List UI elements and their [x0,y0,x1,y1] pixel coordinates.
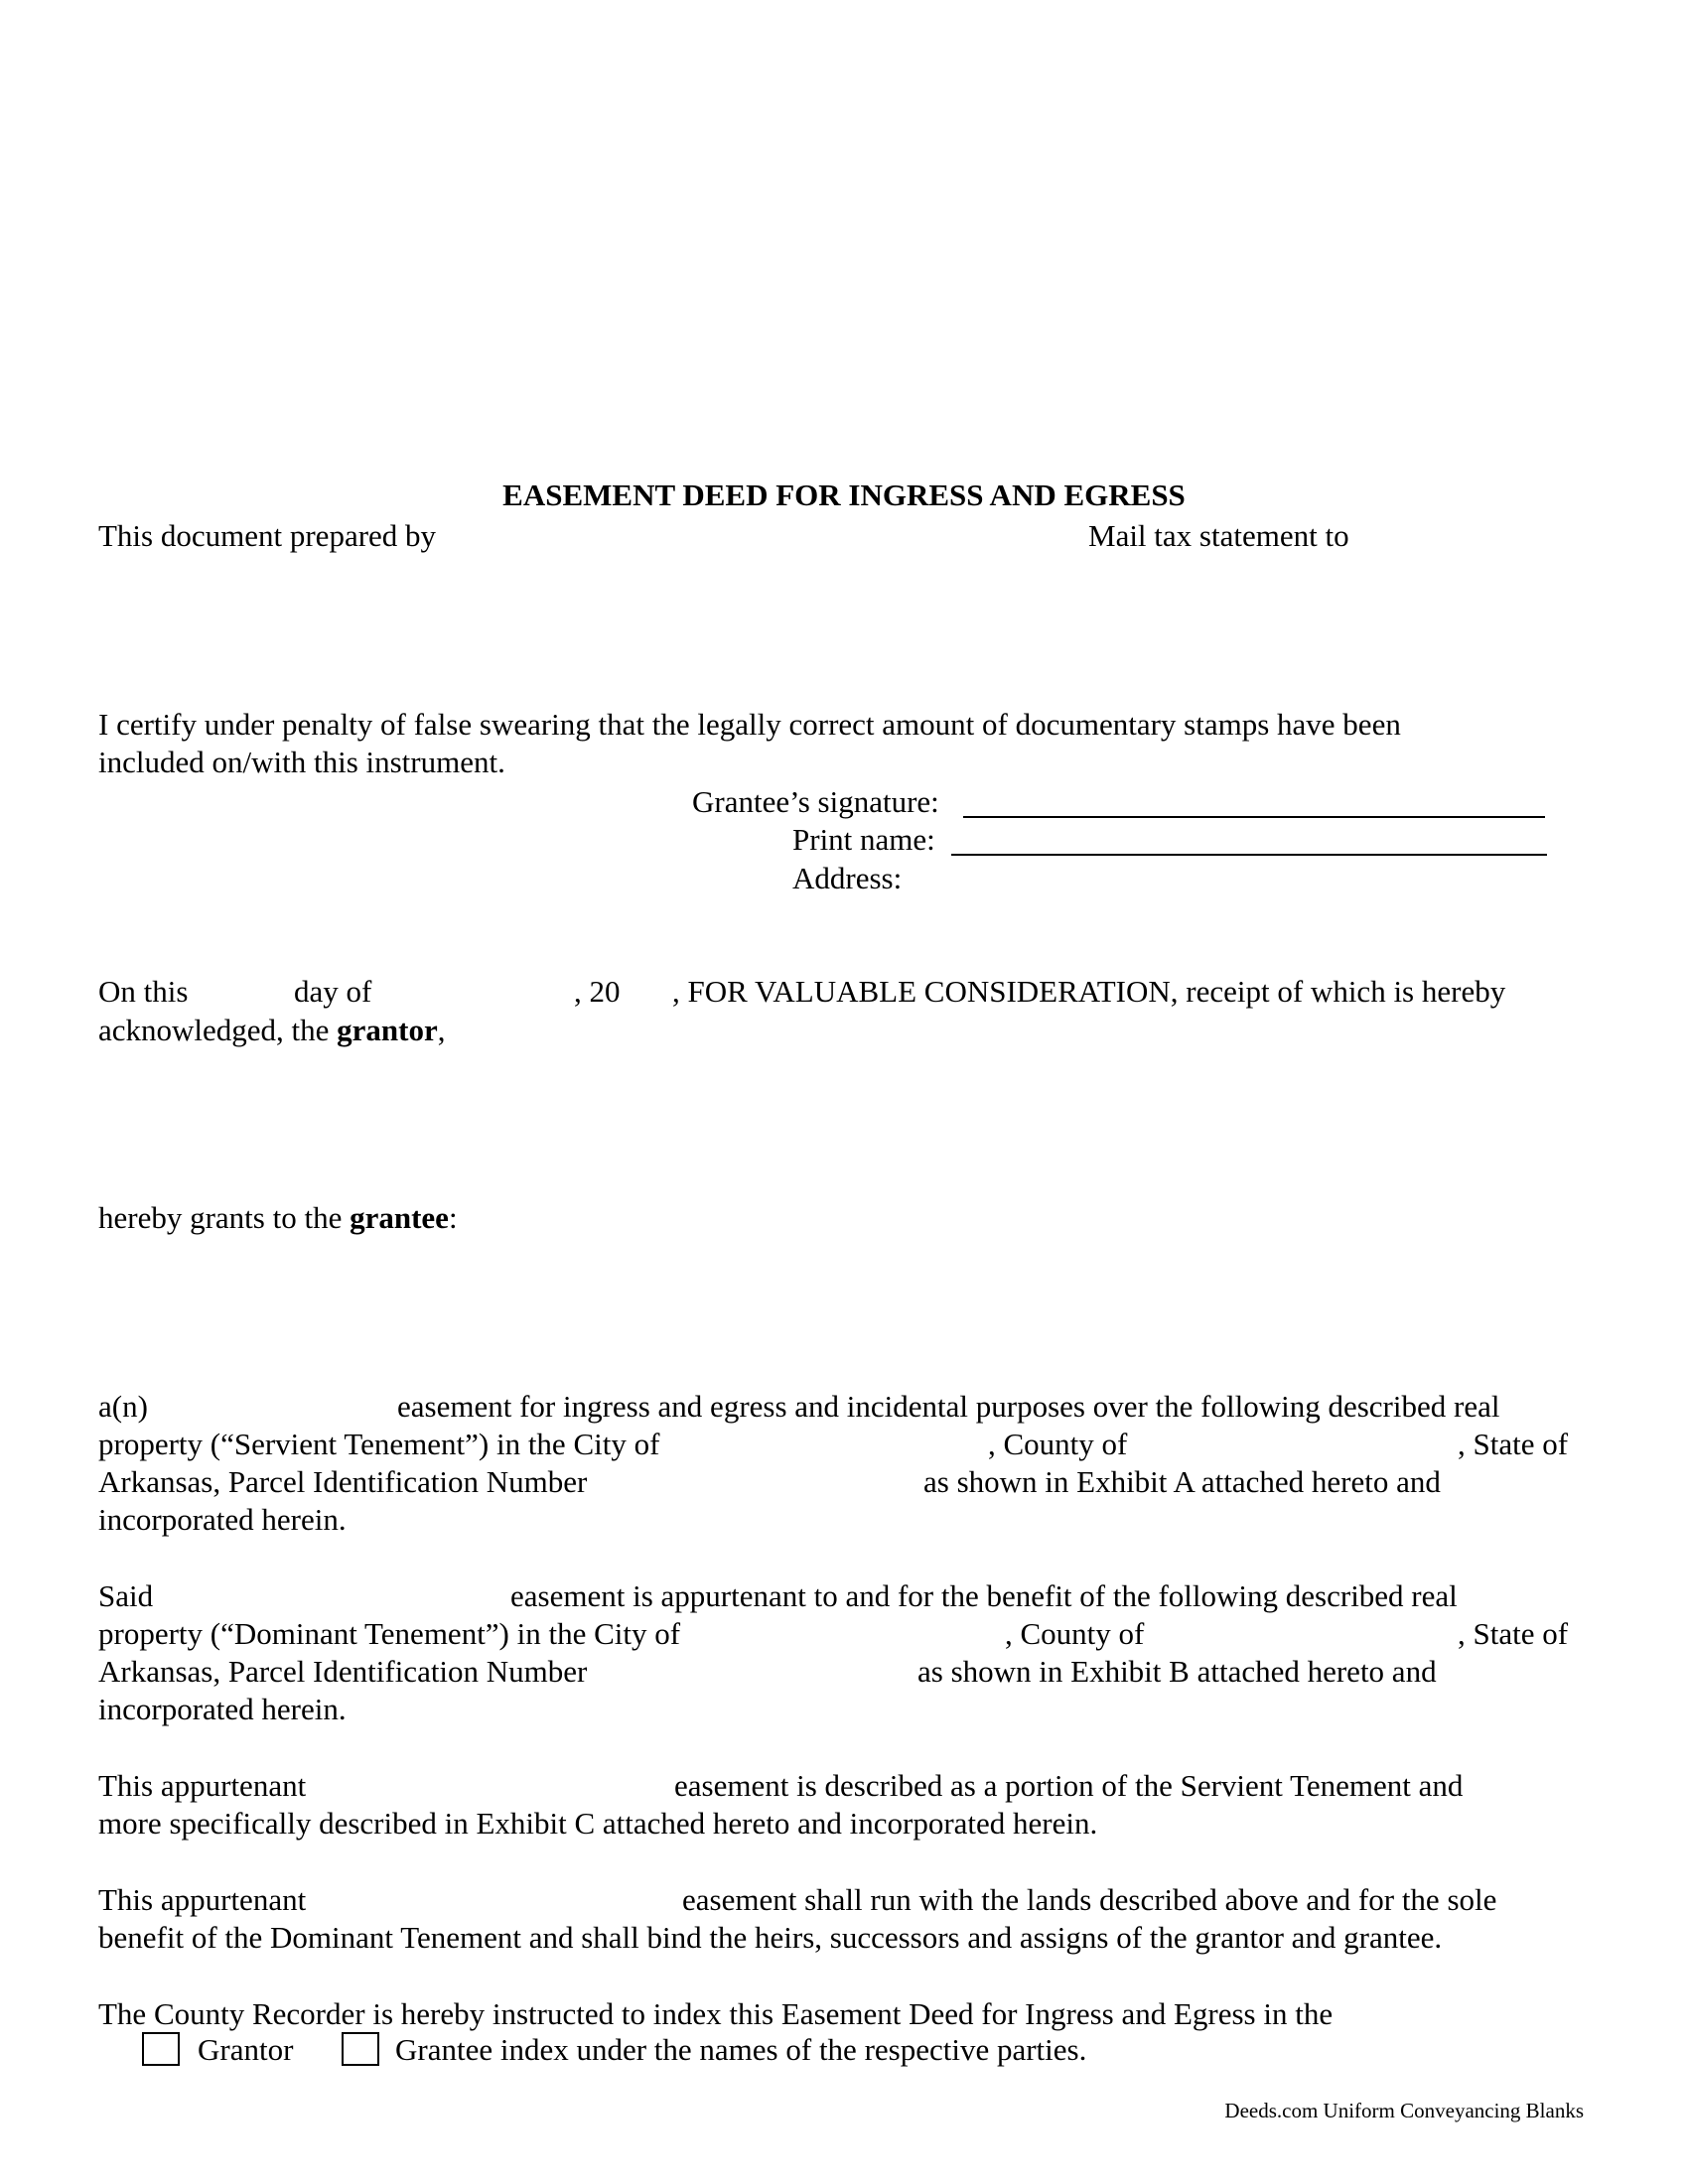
p1-a: a(n) [98,1389,148,1424]
grantor-comma: , [437,1013,446,1047]
print-name-label: Print name: [792,822,935,857]
acknowledged-line [98,1012,446,1049]
address-label: Address: [792,861,903,895]
year-label: , 20 [574,974,621,1009]
acknowledged-text: acknowledged, the [98,1013,330,1047]
p2-e: , State of [1458,1616,1569,1651]
certify-text-line2: included on/with this instrument. [98,745,505,779]
grantee-colon: : [448,1200,458,1235]
p2-h: incorporated herein. [98,1692,347,1726]
p1-e: , State of [1458,1427,1569,1461]
grantee-option-label: Grantee index under the names of the respective parties. [395,2032,1087,2067]
mail-tax-label: Mail tax statement to [1088,518,1349,553]
p2-a: Said [98,1578,154,1613]
grantee-signature-line[interactable] [963,816,1545,818]
grants-text: hereby grants to the [98,1200,343,1235]
day-of-label: day of [294,974,372,1009]
p1-g: as shown in Exhibit A attached hereto and [923,1464,1441,1499]
p1-h: incorporated herein. [98,1502,347,1537]
p4-c: benefit of the Dominant Tenement and shall bind the heirs, successors and assigns of the grantor and grantee. [98,1920,1443,1955]
on-this-label: On this [98,974,189,1009]
p3-a: This appurtenant [98,1768,307,1803]
p5-line1: The County Recorder is hereby instructed to index this Easement Deed for Ingress and Egress in the [98,1996,1334,2031]
grantor-term: grantor [337,1013,438,1047]
p2-g: as shown in Exhibit B attached hereto and [917,1654,1437,1689]
p1-b: easement for ingress and egress and incidental purposes over the following described real [397,1389,1500,1424]
p3-c: more specifically described in Exhibit C attached hereto and incorporated herein. [98,1806,1098,1841]
certify-text-line1: I certify under penalty of false swearing that the legally correct amount of documentary stamps have been [98,707,1401,742]
grantee-term: grantee [350,1200,449,1235]
p2-d: , County of [1005,1616,1145,1651]
p1-f: Arkansas, Parcel Identification Number [98,1464,588,1499]
p3-b: easement is described as a portion of the Servient Tenement and [674,1768,1464,1803]
grantee-signature-label: Grantee’s signature: [692,784,939,819]
footer-text: Deeds.com Uniform Conveyancing Blanks [1224,2099,1584,2122]
p2-f: Arkansas, Parcel Identification Number [98,1654,588,1689]
p2-c: property (“Dominant Tenement”) in the City of [98,1616,681,1651]
grants-line [98,1199,458,1237]
print-name-line[interactable] [951,854,1547,856]
grantee-checkbox[interactable] [342,2032,379,2066]
p4-b: easement shall run with the lands described above and for the sole [682,1882,1497,1917]
prepared-by-label: This document prepared by [98,518,437,553]
p1-d: , County of [988,1427,1128,1461]
p4-a: This appurtenant [98,1882,307,1917]
grantor-option-label: Grantor [198,2032,294,2067]
p1-c: property (“Servient Tenement”) in the City of [98,1427,660,1461]
p2-b: easement is appurtenant to and for the benefit of the following described real [510,1578,1458,1613]
document-title: EASEMENT DEED FOR INGRESS AND EGRESS [502,478,1186,512]
grantor-checkbox[interactable] [142,2032,180,2066]
consideration-text: , FOR VALUABLE CONSIDERATION, receipt of which is hereby [672,974,1506,1009]
